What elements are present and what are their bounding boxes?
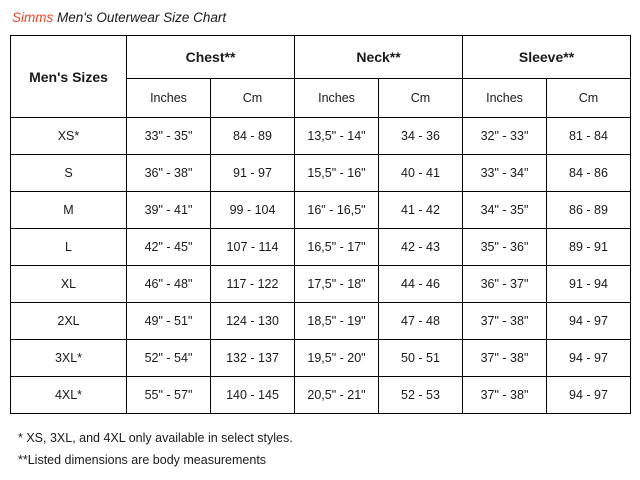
cell-sleeve-cm: 86 - 89 xyxy=(547,192,631,229)
cell-neck-inches: 15,5" - 16" xyxy=(295,155,379,192)
cell-sleeve-cm: 94 - 97 xyxy=(547,303,631,340)
cell-neck-cm: 52 - 53 xyxy=(379,377,463,414)
cell-neck-cm: 42 - 43 xyxy=(379,229,463,266)
table-row xyxy=(11,377,631,414)
cell-neck-inches: 16" - 16,5" xyxy=(295,192,379,229)
footnotes xyxy=(18,428,630,470)
row-size-label: XL xyxy=(11,266,127,303)
cell-sleeve-inches: 37" - 38" xyxy=(463,303,547,340)
column-group-neck: Neck** xyxy=(295,36,463,79)
table-row xyxy=(11,229,631,266)
unit-header-chest-inches: Inches xyxy=(127,79,211,118)
row-size-label: XS* xyxy=(11,118,127,155)
cell-neck-cm: 47 - 48 xyxy=(379,303,463,340)
table-row xyxy=(11,192,631,229)
cell-chest-cm: 107 - 114 xyxy=(211,229,295,266)
unit-header-neck-cm: Cm xyxy=(379,79,463,118)
cell-chest-inches: 49" - 51" xyxy=(127,303,211,340)
column-header-size: Men's Sizes xyxy=(11,36,127,118)
page-title xyxy=(10,10,630,25)
cell-chest-cm: 140 - 145 xyxy=(211,377,295,414)
cell-neck-inches: 18,5" - 19" xyxy=(295,303,379,340)
cell-chest-cm: 124 - 130 xyxy=(211,303,295,340)
cell-sleeve-inches: 34" - 35" xyxy=(463,192,547,229)
cell-sleeve-inches: 36" - 37" xyxy=(463,266,547,303)
table-row xyxy=(11,340,631,377)
cell-chest-cm: 99 - 104 xyxy=(211,192,295,229)
unit-header-chest-cm: Cm xyxy=(211,79,295,118)
footnote-dimensions: **Listed dimensions are body measurements xyxy=(18,453,267,467)
cell-chest-inches: 33" - 35" xyxy=(127,118,211,155)
cell-sleeve-inches: 32" - 33" xyxy=(463,118,547,155)
table-row xyxy=(11,266,631,303)
row-size-label: M xyxy=(11,192,127,229)
cell-sleeve-cm: 91 - 94 xyxy=(547,266,631,303)
cell-neck-cm: 34 - 36 xyxy=(379,118,463,155)
table-row xyxy=(11,118,631,155)
cell-chest-inches: 52" - 54" xyxy=(127,340,211,377)
cell-sleeve-inches: 37" - 38" xyxy=(463,340,547,377)
cell-chest-inches: 42" - 45" xyxy=(127,229,211,266)
cell-neck-inches: 16,5" - 17" xyxy=(295,229,379,266)
cell-chest-inches: 46" - 48" xyxy=(127,266,211,303)
cell-chest-inches: 55" - 57" xyxy=(127,377,211,414)
cell-neck-inches: 20,5" - 21" xyxy=(295,377,379,414)
unit-header-sleeve-cm: Cm xyxy=(547,79,631,118)
column-group-chest: Chest** xyxy=(127,36,295,79)
size-chart-table xyxy=(10,35,631,414)
cell-chest-inches: 39" - 41" xyxy=(127,192,211,229)
column-group-sleeve: Sleeve** xyxy=(463,36,631,79)
cell-chest-cm: 84 - 89 xyxy=(211,118,295,155)
cell-sleeve-cm: 89 - 91 xyxy=(547,229,631,266)
row-size-label: 2XL xyxy=(11,303,127,340)
table-header-row xyxy=(11,36,631,79)
cell-sleeve-cm: 94 - 97 xyxy=(547,340,631,377)
table-row xyxy=(11,303,631,340)
cell-sleeve-inches: 37" - 38" xyxy=(463,377,547,414)
unit-header-neck-inches: Inches xyxy=(295,79,379,118)
cell-neck-inches: 19,5" - 20" xyxy=(295,340,379,377)
cell-neck-inches: 17,5" - 18" xyxy=(295,266,379,303)
cell-sleeve-cm: 81 - 84 xyxy=(547,118,631,155)
cell-chest-cm: 132 - 137 xyxy=(211,340,295,377)
cell-chest-inches: 36" - 38" xyxy=(127,155,211,192)
cell-chest-cm: 91 - 97 xyxy=(211,155,295,192)
row-size-label: 4XL* xyxy=(11,377,127,414)
footnote-sizes: * XS, 3XL, and 4XL only available in select styles. xyxy=(18,431,293,445)
cell-sleeve-cm: 94 - 97 xyxy=(547,377,631,414)
table-row xyxy=(11,155,631,192)
cell-neck-cm: 50 - 51 xyxy=(379,340,463,377)
row-size-label: S xyxy=(11,155,127,192)
cell-sleeve-inches: 33" - 34" xyxy=(463,155,547,192)
page-title-text: Men's Outerwear Size Chart xyxy=(57,10,227,25)
cell-neck-cm: 44 - 46 xyxy=(379,266,463,303)
row-size-label: L xyxy=(11,229,127,266)
cell-neck-cm: 41 - 42 xyxy=(379,192,463,229)
cell-neck-inches: 13,5" - 14" xyxy=(295,118,379,155)
cell-neck-cm: 40 - 41 xyxy=(379,155,463,192)
cell-sleeve-cm: 84 - 86 xyxy=(547,155,631,192)
row-size-label: 3XL* xyxy=(11,340,127,377)
brand-name: Simms xyxy=(12,10,54,25)
cell-sleeve-inches: 35" - 36" xyxy=(463,229,547,266)
unit-header-sleeve-inches: Inches xyxy=(463,79,547,118)
cell-chest-cm: 117 - 122 xyxy=(211,266,295,303)
